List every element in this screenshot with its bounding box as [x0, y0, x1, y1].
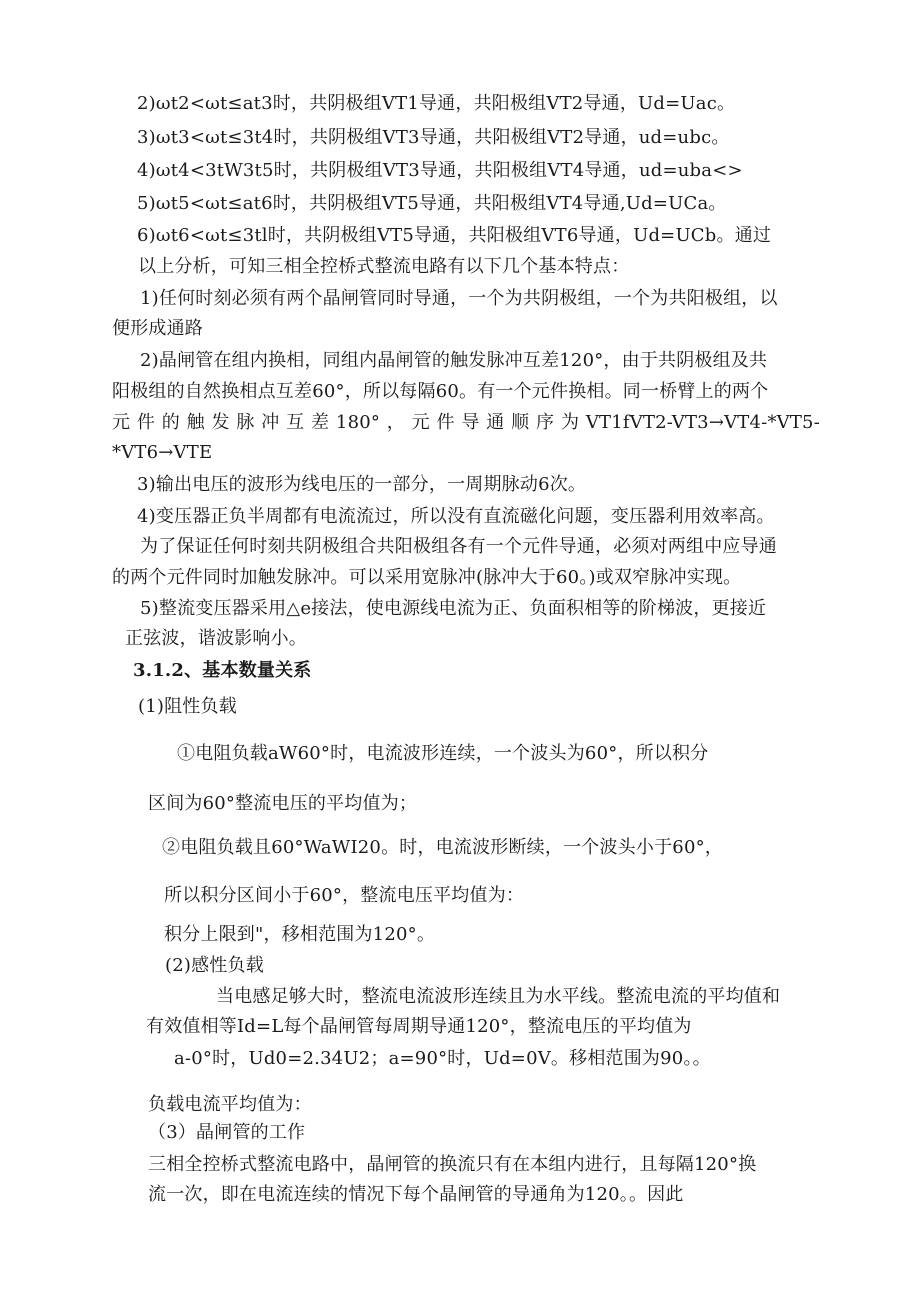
- text-line: （3）晶闸管的工作: [148, 1122, 306, 1143]
- text-line: (2)感性负载: [165, 955, 264, 976]
- text-line: 4)变压器正负半周都有电流流过，所以没有直流磁化问题，变压器利用效率高。: [137, 506, 775, 527]
- text-line: 4)ωt4<3tW3t5时，共阴极组VT3导通，共阳极组VT4导通，ud=uba<>: [137, 160, 743, 181]
- text-line: 的两个元件同时加触发脉冲。可以采用宽脉冲(脉冲大于60。)或双窄脉冲实现。: [112, 567, 742, 588]
- text-line: 负载电流平均值为：: [148, 1094, 312, 1115]
- text-line: ①电阻负载aW60°时，电流波形连续，一个波头为60°，所以积分: [177, 743, 709, 764]
- text-line: 正弦波，谐波影响小。: [125, 628, 307, 649]
- text-line: 便形成通路: [112, 318, 203, 339]
- text-line: 三相全控桥式整流电路中，晶闸管的换流只有在本组内进行，且每隔120°换: [148, 1154, 757, 1175]
- text-line: 元件的触发脉冲互差180°，元件导通顺序为VT1fVT2-VT3→VT4-*VT5-: [112, 412, 820, 433]
- text-line: 1)任何时刻必须有两个晶闸管同时导通，一个为共阴极组，一个为共阳极组，以: [140, 288, 778, 309]
- text-line: 5)ωt5<ωt≤at6时，共阴极组VT5导通，共阳极组VT4导通,Ud=UCa。: [137, 193, 727, 214]
- text-line: ②电阻负载且60°WaWI20。时，电流波形断续，一个波头小于60°，: [162, 837, 723, 858]
- text-line: 2)晶闸管在组内换相，同组内晶闸管的触发脉冲互差120°，由于共阴极组及共: [140, 350, 768, 371]
- text-line: 5)整流变压器采用△e接法，使电源线电流为正、负面积相等的阶梯波，更接近: [140, 598, 767, 619]
- section-heading: 3.1.2、基本数量关系: [133, 660, 312, 681]
- text-line: 有效值相等Id=L每个晶闸管每周期导通120°，整流电压的平均值为: [146, 1016, 692, 1037]
- text-line: 积分上限到"，移相范围为120°。: [164, 924, 436, 945]
- text-line: 3)输出电压的波形为线电压的一部分，一周期脉动6次。: [137, 474, 587, 495]
- text-line: 区间为60°整流电压的平均值为；: [148, 793, 418, 814]
- text-line: a-0°时，Ud0=2.34U2；a=90°时，Ud=0V。移相范围为90。。: [174, 1048, 711, 1069]
- text-line: 6)ωt6<ωt≤3tl时，共阴极组VT5导通，共阳极组VT6导通，Ud=UCb。通过: [137, 225, 772, 246]
- text-line: (1)阻性负载: [138, 696, 237, 717]
- text-line: 阳极组的自然换相点互差60°，所以每隔60。有一个元件换相。同一桥臂上的两个: [112, 381, 769, 402]
- text-line: 所以积分区间小于60°，整流电压平均值为：: [164, 885, 525, 906]
- text-line: 流一次，即在电流连续的情况下每个晶闸管的导通角为120。。因此: [148, 1184, 684, 1205]
- text-line: 以上分析，可知三相全控桥式整流电路有以下几个基本特点：: [138, 256, 630, 277]
- text-line: 为了保证任何时刻共阴极组合共阳极组各有一个元件导通，必须对两组中应导通: [140, 536, 777, 557]
- text-line: 2)ωt2<ωt≤at3时，共阴极组VT1导通，共阳极组VT2导通，Ud=Uac。: [137, 93, 736, 114]
- text-line: *VT6→VTE: [112, 442, 213, 463]
- text-line: 当电感足够大时，整流电流波形连续且为水平线。整流电流的平均值和: [216, 986, 781, 1007]
- text-line: 3)ωt3<ωt≤3t4时，共阴极组VT3导通，共阳极组VT2导通，ud=ubc。: [137, 127, 730, 148]
